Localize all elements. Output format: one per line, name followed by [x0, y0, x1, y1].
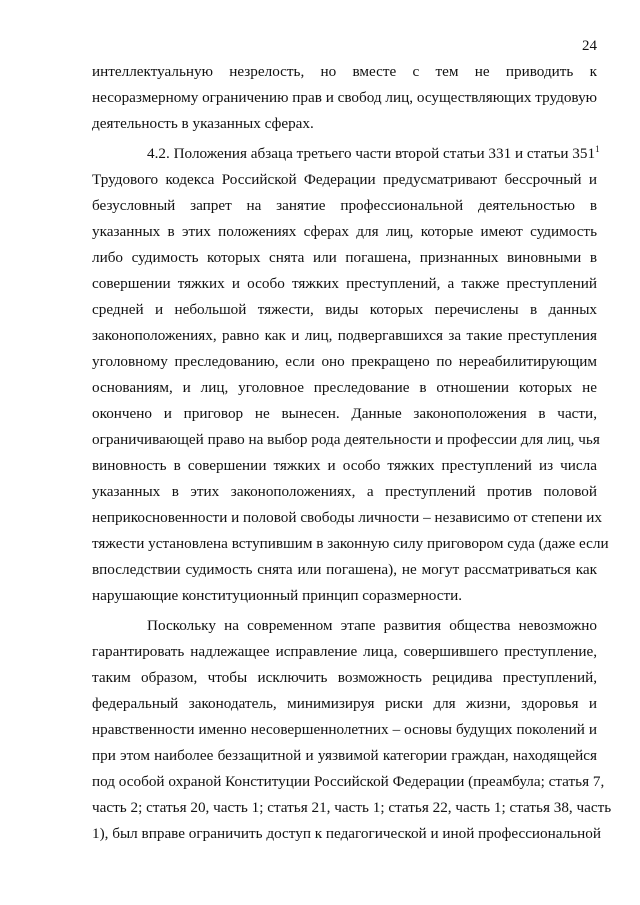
text-line: при этом наиболее беззащитной и уязвимой категории граждан, находящейся: [92, 747, 597, 764]
page-number: 24: [582, 38, 597, 54]
paragraph-since: [92, 613, 612, 847]
text-line: безусловный запрет на занятие профессиональной деятельностью в: [92, 197, 597, 214]
superscript: 1: [595, 144, 600, 154]
text-line: 1), был вправе ограничить доступ к педагогической и иной профессиональной: [92, 825, 602, 842]
text-line: окончено и приговор не вынесен. Данные законоположения в части,: [92, 405, 597, 422]
text-line: основаниям, и лиц, уголовное преследование в отношении которых не: [92, 379, 597, 396]
text-line: указанных в этих законоположениях, а преступлений против половой: [92, 483, 597, 500]
document-body: [92, 59, 612, 847]
text-line: нарушающие конституционный принцип соразмерности.: [92, 587, 463, 604]
text-line: тяжести установлена вступившим в законную силу приговором суда (даже если: [92, 535, 609, 552]
text-line: виновность в совершении тяжких и особо тяжких преступлений из числа: [92, 457, 597, 474]
text-line: совершении тяжких и особо тяжких преступлений, а также преступлений: [92, 275, 597, 292]
paragraph-continuation: [92, 59, 597, 137]
text-line: Поскольку на современном этапе развития общества невозможно: [147, 617, 597, 634]
text-line: часть 2; статья 20, часть 1; статья 21, часть 1; статья 22, часть 1; статья 38, часть: [92, 799, 612, 816]
text-line: нравственности именно несовершеннолетних – основы будущих поколений и: [92, 721, 597, 738]
paragraph-4-2: [92, 141, 609, 609]
text-line: интеллектуальную незрелость, но вместе с тем не приводить к: [92, 63, 597, 80]
text-line: неприкосновенности и половой свободы личности – независимо от степени их: [92, 509, 603, 526]
text-line: под особой охраной Конституции Российской Федерации (преамбула; статья 7,: [92, 773, 605, 790]
text-line: Трудового кодекса Российской Федерации предусматривают бессрочный и: [92, 171, 597, 188]
text-line: впоследствии судимость снята или погашена), не могут рассматриваться как: [92, 561, 597, 578]
text-line: указанных в этих положениях сферах для лиц, которые имеют судимость: [92, 223, 597, 240]
text-line: федеральный законодатель, минимизируя риски для жизни, здоровья и: [92, 695, 597, 712]
text-line: несоразмерному ограничению прав и свобод лиц, осуществляющих трудовую: [92, 89, 598, 106]
text-line: 4.2. Положения абзаца третьего части второй статьи 331 и статьи 351: [147, 145, 596, 162]
text-line: средней и небольшой тяжести, виды которых перечислены в данных: [92, 301, 597, 318]
text-line: гарантировать надлежащее исправление лица, совершившего преступление,: [92, 643, 597, 660]
text-line-with-superscript: [92, 141, 600, 167]
text-line: деятельность в указанных сферах.: [92, 115, 314, 132]
text-line: либо судимость которых снята или погашена, признанных виновными в: [92, 249, 597, 266]
text-line: законоположениях, равно как и лиц, подвергавшихся за такие преступления: [92, 327, 597, 344]
text-line: ограничивающей право на выбор рода деятельности и профессии для лиц, чья: [92, 431, 600, 448]
text-line: уголовному преследованию, если оно прекращено по нереабилитирующим: [92, 353, 597, 370]
text-line: таким образом, чтобы исключить возможность рецидива преступлений,: [92, 669, 597, 686]
